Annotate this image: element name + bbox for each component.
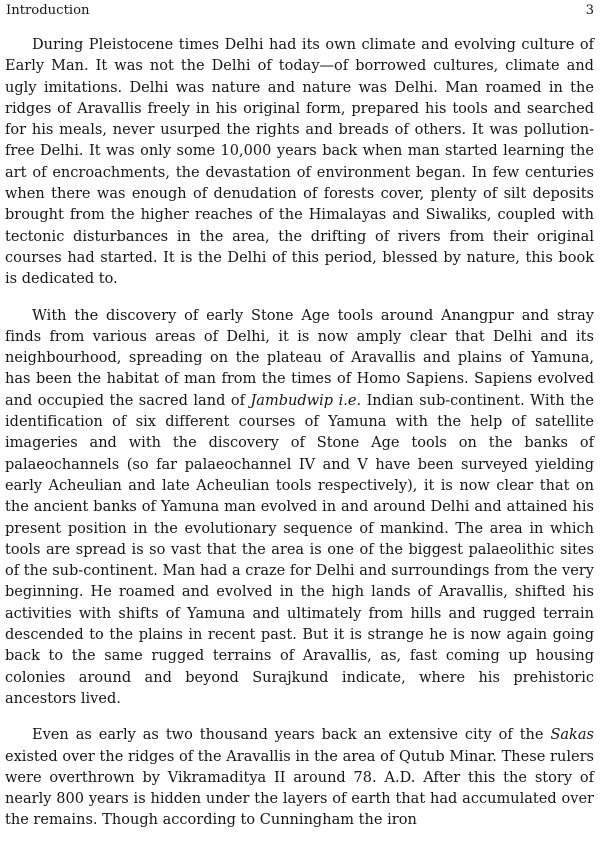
paragraph-text-part: Indian sub-continent. With the identification of six different courses of Yamuna with the help of satellite imageries and with the discovery of Stone Age tools on the banks of palaeochannels (so far palaeochannel IV and V have been surveyed yielding early Acheulian and late Acheulian tools respectively), it is now clear that on the ancient banks of Yamuna man evolved in and around Delhi and attained his present position in the evolutionary sequence of mankind. The area in which tools are spread is so vast that the area is one of the biggest palaeolithic sites of the sub-continent. Man had a craze for Delhi and surroundings from the very beginning. He roamed and evolved in the high lands of Aravallis, shifted his activities with shifts of Yamuna and ultimately from hills and rugged terrain descended to the plains in recent past. But it is strange he is now again going back to the same rugged terrains of Aravallis, as, fast coming up housing colonies around and beyond Surajkund indicate, where his prehistoric ancestors lived.	[5, 392, 594, 707]
section-title: Introduction	[6, 3, 90, 18]
paragraph-sakas-city	[5, 725, 594, 831]
body-text	[5, 35, 594, 847]
italic-term-ie: i.e.	[338, 392, 362, 409]
running-header	[6, 1, 594, 21]
paragraph-text-part: Even as early as two thousand years back an extensive city of the	[32, 727, 551, 744]
paragraph-text-part: With the discovery of early Stone Age tools around Anangpur and stray finds from various areas of Delhi, it is now amply clear that Delhi and its neighbourhood, spreading on the plateau of Aravallis and plains of Yamuna, has been the habitat of man from the times of Homo Sapiens. Sapiens evolved and occupied the sacred land of	[5, 307, 594, 409]
paragraph-pleistocene-delhi	[5, 35, 594, 291]
paragraph-text: During Pleistocene times Delhi had its own climate and evolving culture of Early Man. It was not the Delhi of today—of borrowed cultures, climate and ugly imitations. Delhi was nature and nature was Delhi. Man roamed in the ridges of Aravallis freely in his original form, prepared his tools and searched for his meals, never usurped the rights and breads of others. It was pollution-free Delhi. It was only some 10,000 years back when man started learning the art of encroachments, the devastation of environment began. In few centuries when there was enough of denudation of forests cover, plenty of silt deposits brought from the higher reaches of the Himalayas and Siwaliks, coupled with tectonic disturbances in the area, the drifting of rivers from their original courses had started. It is the Delhi of this period, blessed by nature, this book is dedicated to.	[5, 37, 594, 288]
paragraph-stone-age-tools	[5, 306, 594, 711]
paragraph-text-part: existed over the ridges of the Aravallis in the area of Qutub Minar. These rulers were overthrown by Vikramaditya II around 78. A.D. After this the story of nearly 800 years is hidden under the layers of earth that had accumulated over the remains. Though according to Cunningham the iron	[5, 748, 594, 829]
italic-term-sakas: Sakas	[550, 727, 594, 744]
italic-term-jambudwip: Jambudwip	[250, 392, 334, 409]
page-number: 3	[585, 3, 594, 18]
